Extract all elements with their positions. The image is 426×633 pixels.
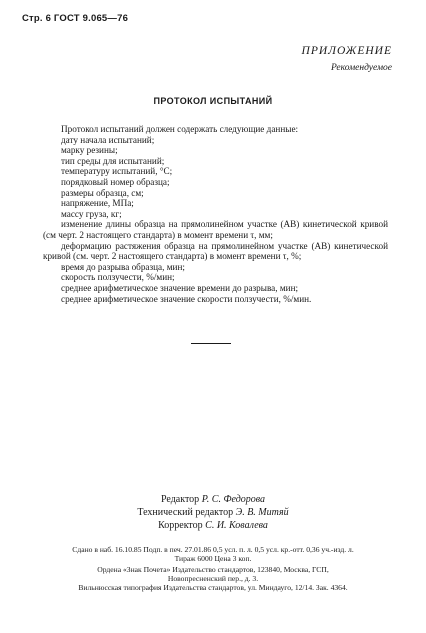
list-item: температуру испытаний, °С; [61, 166, 173, 177]
protocol-body [43, 124, 388, 304]
imprint-block [0, 546, 426, 564]
list-item: напряжение, МПа; [61, 198, 134, 209]
list-item: размеры образца, см; [61, 187, 144, 198]
list-item-deformation: деформацию растяжения образца на прямолинейном участке (АВ) кинетической кривой (см. черт. 2 настоящего стандарта) в момент времени τ, %; [43, 240, 388, 262]
list-item: дату начала испытаний; [61, 134, 155, 145]
list-item: тип среды для испытаний; [61, 155, 165, 166]
credit-line-corrector [0, 519, 426, 532]
printer-line: Вильнюсская типография Издательства стандартов, ул. Миндауго, 12/14. Зак. 4364. [78, 582, 348, 592]
list-item: массу груза, кг; [61, 208, 122, 219]
list-item: порядковый номер образца; [61, 176, 170, 187]
list-item: среднее арифметическое значение скорости ползучести, %/мин. [61, 293, 312, 304]
credit-line-tech-editor [0, 506, 426, 519]
intro-text: Протокол испытаний должен содержать следующие данные: [61, 124, 299, 134]
divider [191, 343, 231, 344]
credit-role: Редактор [160, 494, 200, 505]
list-item: среднее арифметическое значение времени до разрыва, мин; [61, 282, 299, 293]
list-item: время до разрыва образца, мин; [61, 261, 185, 272]
printer-block [0, 566, 426, 592]
imprint-line: Тираж 6000 Цена 3 коп. [174, 553, 252, 563]
appendix-subtitle: Рекомендуемое [330, 63, 392, 73]
imprint-line: Сдано в наб. 16.10.85 Подп. в печ. 27.01.86 0,5 усл. п. л. 0,5 усл. кр.-отт. 0,36 уч.-изд. л. [72, 545, 354, 554]
credit-role: Корректор [158, 520, 203, 532]
credit-role: Технический редактор [137, 507, 234, 519]
credits-block [0, 493, 426, 533]
credit-name: С. И. Ковалева [205, 520, 268, 532]
credit-name: Р. С. Федорова [201, 494, 266, 505]
credit-name: Э. В. Митяй [235, 507, 289, 519]
protocol-title: ПРОТОКОЛ ИСПЫТАНИЙ [153, 96, 273, 106]
printer-line: Новопресненский пер., д. 3. [167, 573, 259, 583]
page-header: Стр. 6 ГОСТ 9.065—76 [22, 13, 129, 24]
printer-line: Ордена «Знак Почета» Издательство стандартов, 123840, Москва, ГСП, [97, 565, 329, 574]
list-item: скорость ползучести, %/мин; [61, 272, 175, 283]
appendix-title: ПРИЛОЖЕНИЕ [301, 45, 392, 57]
list-item-change-length: изменение длины образца на прямолинейном участке (АВ) кинетической кривой (см черт. 2 настоящего стандарта) в момент времени τ, мм; [43, 219, 388, 240]
credit-line-editor [0, 493, 426, 506]
list-item: марку резины; [61, 145, 118, 156]
